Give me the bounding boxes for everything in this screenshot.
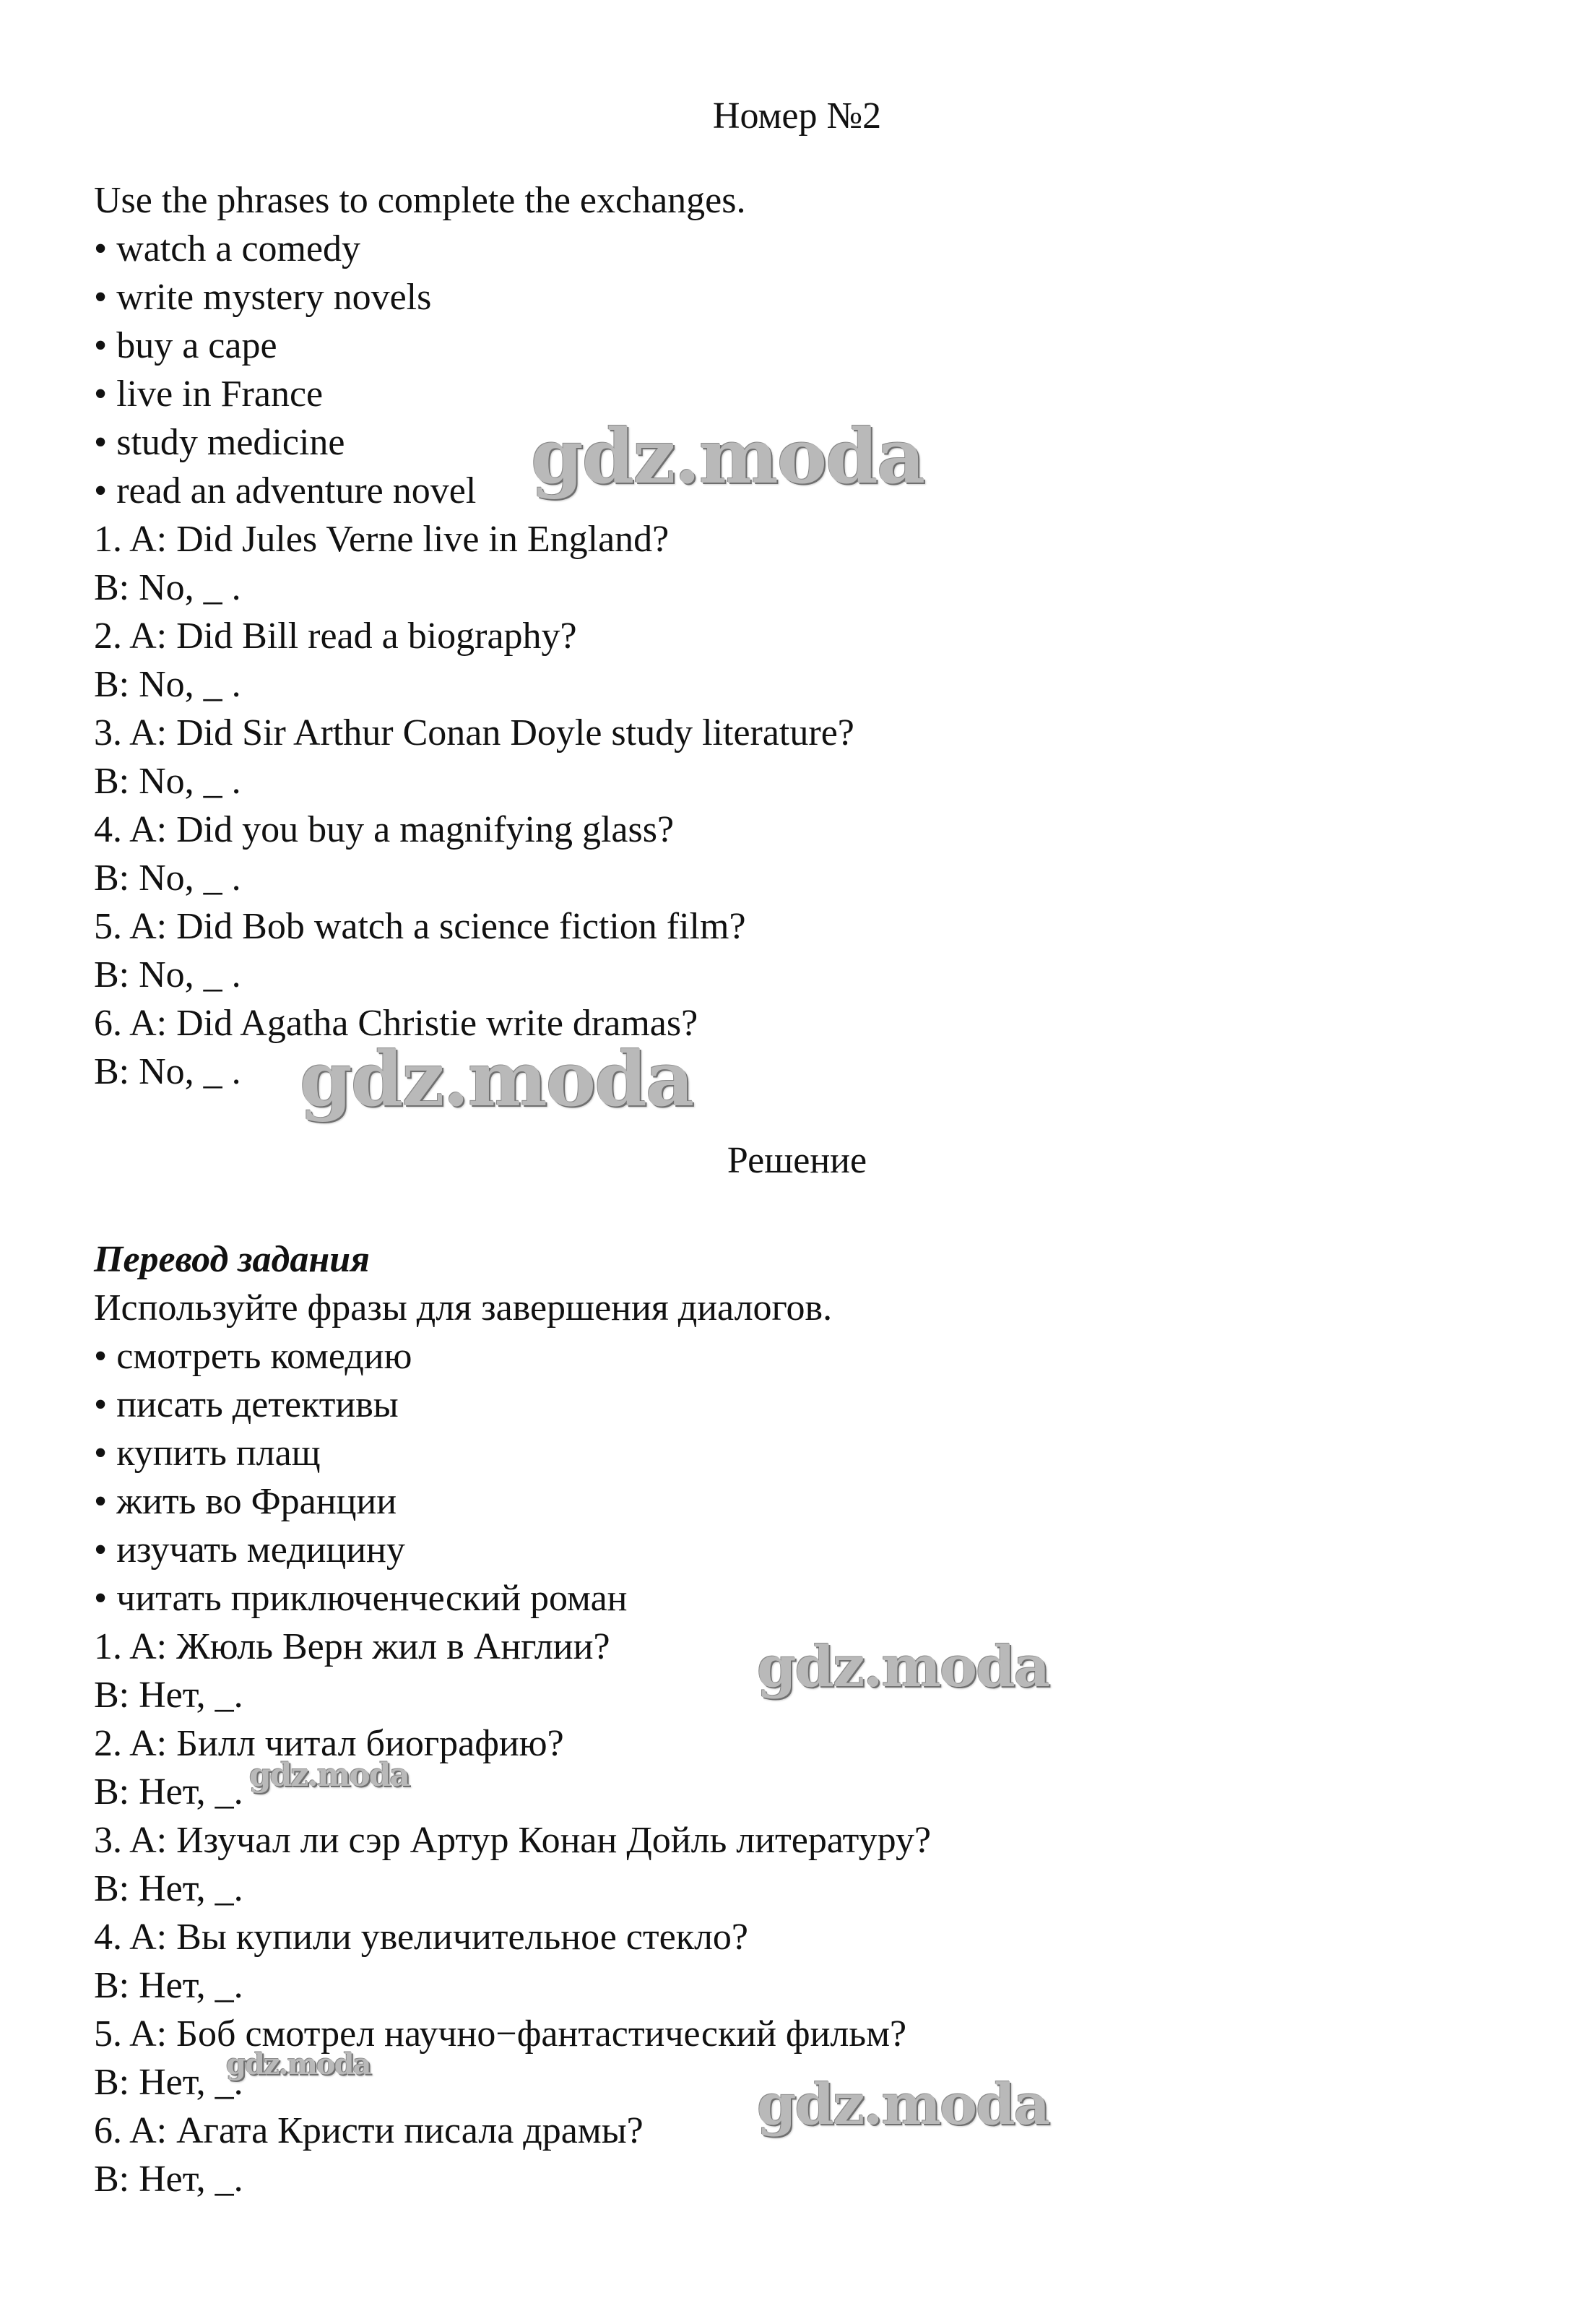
exchange-question: 2. A: Did Bill read a biography? <box>94 615 577 657</box>
task-instruction: Use the phrases to complete the exchanges. <box>94 180 746 221</box>
solution-heading: Решение <box>727 1140 867 1181</box>
translated-exchange-question: 5. A: Боб смотрел научно−фантастический фильм? <box>94 2013 907 2055</box>
translated-phrase-item: • изучать медицину <box>94 1529 405 1571</box>
translated-exchange-answer: B: Нет, _. <box>94 1868 243 1909</box>
watermark-logo: gdz.moda <box>226 2047 371 2081</box>
exchange-question: 3. A: Did Sir Arthur Conan Doyle study literature? <box>94 712 854 753</box>
exchange-answer: B: No, _ . <box>94 954 241 995</box>
translated-exchange-question: 6. A: Агата Кристи писала драмы? <box>94 2110 644 2151</box>
translated-phrase-item: • жить во Франции <box>94 1481 397 1522</box>
watermark-logo: gdz.moda <box>757 2072 1049 2138</box>
translated-exchange-answer: B: Нет, _. <box>94 1965 243 2006</box>
phrase-item: • read an adventure novel <box>94 470 477 511</box>
translated-phrase-item: • читать приключенческий роман <box>94 1578 628 1619</box>
exchange-answer: B: No, _ . <box>94 1051 241 1092</box>
page-title: Номер №2 <box>712 95 882 137</box>
exchange-answer: B: No, _ . <box>94 567 241 608</box>
exchange-question: 5. A: Did Bob watch a science fiction film? <box>94 906 746 947</box>
phrase-item: • watch a comedy <box>94 228 361 269</box>
translated-exchange-question: 3. A: Изучал ли сэр Артур Конан Дойль литературу? <box>94 1820 932 1861</box>
exchange-question: 6. A: Did Agatha Christie write dramas? <box>94 1003 698 1044</box>
watermark-logo: gdz.moda <box>531 412 924 501</box>
translated-phrase-item: • писать детективы <box>94 1384 399 1425</box>
watermark-logo: gdz.moda <box>757 1634 1049 1700</box>
translated-exchange-answer: B: Нет, _. <box>94 1675 243 1716</box>
exchange-question: 4. A: Did you buy a magnifying glass? <box>94 809 675 850</box>
exchange-question: 1. A: Did Jules Verne live in England? <box>94 519 670 560</box>
translated-exchange-question: 1. A: Жюль Верн жил в Англии? <box>94 1626 610 1667</box>
exchange-answer: B: No, _ . <box>94 858 241 899</box>
translation-heading: Перевод задания <box>94 1239 370 1280</box>
translated-phrase-item: • смотреть комедию <box>94 1336 412 1377</box>
watermark-logo: gdz.moda <box>249 1757 410 1794</box>
phrase-item: • write mystery novels <box>94 277 432 318</box>
translated-exchange-question: 2. A: Билл читал биографию? <box>94 1723 564 1764</box>
translation-section <box>94 1235 1466 2203</box>
exchange-answer: B: No, _ . <box>94 761 241 802</box>
watermark-logo: gdz.moda <box>300 1034 693 1123</box>
exchange-answer: B: No, _ . <box>94 664 241 705</box>
translation-instruction: Используйте фразы для завершения диалогов. <box>94 1287 833 1329</box>
phrase-item: • live in France <box>94 373 324 415</box>
translated-exchange-question: 4. A: Вы купили увеличительное стекло? <box>94 1917 748 1958</box>
translated-phrase-item: • купить плащ <box>94 1433 321 1474</box>
translated-exchange-answer: B: Нет, _. <box>94 2159 243 2200</box>
phrase-item: • study medicine <box>94 422 345 463</box>
translated-exchange-answer: B: Нет, _. <box>94 2062 243 2103</box>
task-section <box>94 176 1466 1096</box>
phrase-item: • buy a cape <box>94 325 277 366</box>
translated-exchange-answer: B: Нет, _. <box>94 1771 243 1813</box>
